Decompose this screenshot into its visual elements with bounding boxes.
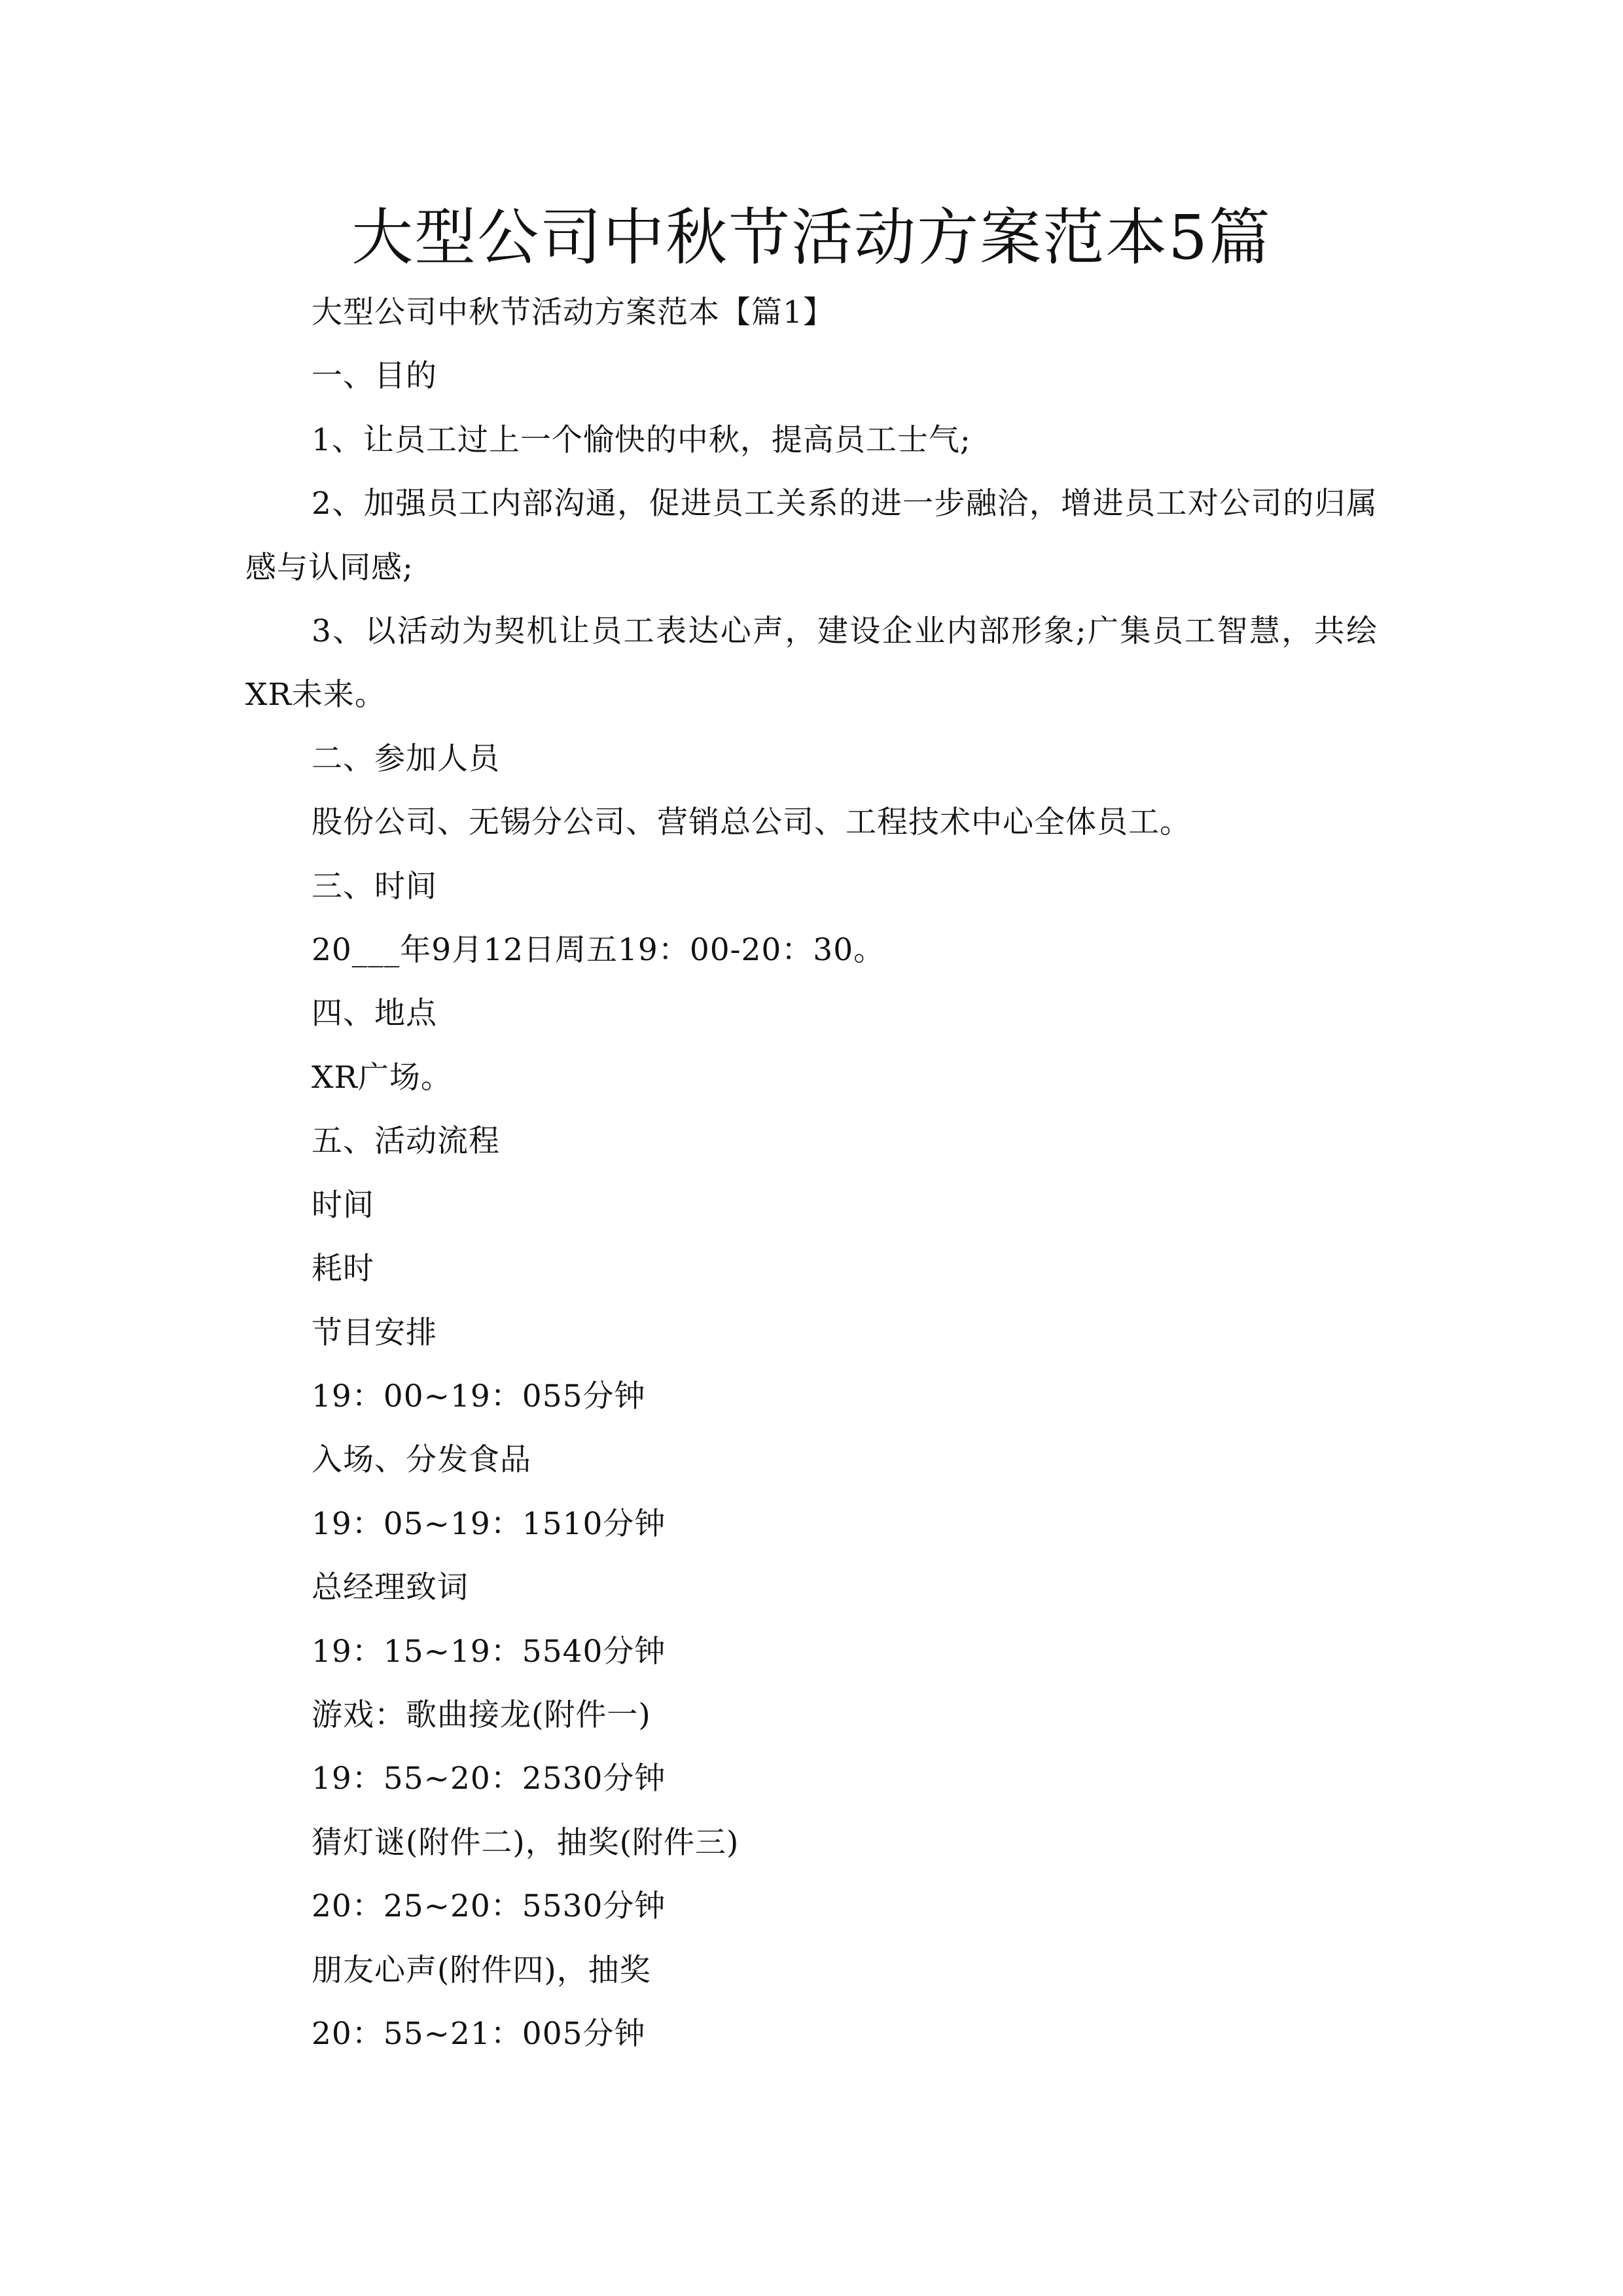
- paragraph: 19：05~19：1510分钟: [312, 1505, 666, 1542]
- paragraph: 19：15~19：5540分钟: [312, 1633, 666, 1670]
- paragraph: 一、目的: [312, 358, 437, 395]
- paragraph: 总经理致词: [312, 1570, 469, 1606]
- paragraph: 1、让员工过上一个愉快的中秋，提高员工士气;: [312, 422, 971, 458]
- paragraph: 四、地点: [312, 996, 437, 1032]
- paragraph: 大型公司中秋节活动方案范本【篇1】: [312, 295, 834, 331]
- document-title: 大型公司中秋节活动方案范本5篇: [351, 202, 1272, 274]
- paragraph: 时间: [312, 1187, 374, 1223]
- paragraph: 20：25~20：5530分钟: [312, 1888, 666, 1925]
- document-body: [245, 281, 1378, 2066]
- paragraph: 19：55~20：2530分钟: [312, 1761, 666, 1797]
- paragraph: 股份公司、无锡分公司、营销总公司、工程技术中心全体员工。: [312, 804, 1191, 841]
- paragraph: 二、参加人员: [312, 740, 500, 777]
- paragraph: 20：55~21：005分钟: [312, 2015, 646, 2052]
- paragraph: 入场、分发食品: [312, 1442, 531, 1479]
- paragraph: 五、活动流程: [312, 1123, 500, 1160]
- paragraph: XR广场。: [312, 1059, 452, 1096]
- paragraph: 猜灯谜(附件二)，抽奖(附件三): [312, 1824, 740, 1861]
- paragraph: 20___年9月12日周五19：00-20：30。: [312, 932, 885, 969]
- paragraph: 19：00~19：055分钟: [312, 1378, 646, 1414]
- paragraph: 节目安排: [312, 1314, 437, 1351]
- paragraph: 游戏：歌曲接龙(附件一): [312, 1696, 651, 1733]
- paragraph: 三、时间: [312, 868, 437, 905]
- paragraph: 2、加强员工内部沟通，促进员工关系的进一步融洽，增进员工对公司的归属感与认同感;: [245, 486, 1378, 586]
- paragraph: 朋友心声(附件四)，抽奖: [312, 1952, 651, 1988]
- paragraph: 3、以活动为契机让员工表达心声，建设企业内部形象;广集员工智慧，共绘XR未来。: [245, 613, 1378, 713]
- paragraph: 耗时: [312, 1251, 374, 1287]
